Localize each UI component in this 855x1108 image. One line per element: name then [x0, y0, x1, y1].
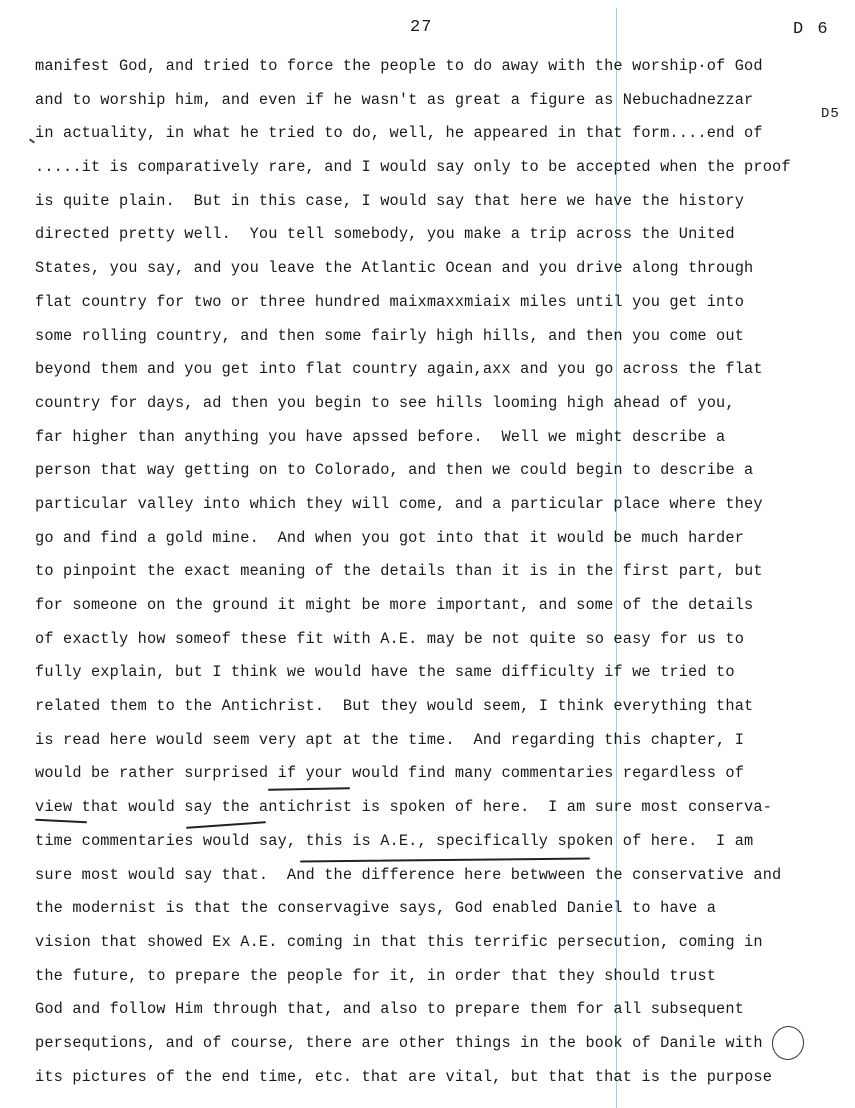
text-line: is read here would seem very apt at the time. And regarding this chapter, I — [35, 730, 745, 749]
text-line: vision that showed Ex A.E. coming in that this terrific persecution, coming in — [35, 932, 763, 951]
text-line: for someone on the ground it might be more important, and some of the details — [35, 596, 754, 614]
text-line: in actuality, in what he tried to do, well, he appeared in that form....end of — [35, 124, 763, 143]
text-line: beyond them and you get into flat country again,axx and you go across the flat — [35, 360, 763, 379]
text-line: fully explain, but I think we would have the same difficulty if we tried to — [35, 663, 735, 682]
text-line: States, you say, and you leave the Atlantic Ocean and you drive along through — [35, 259, 754, 278]
text-line: flat country for two or three hundred maixmaxxmiaix miles until you get into — [35, 292, 745, 311]
text-line: of exactly how someof these fit with A.E. may be not quite so easy for us to — [35, 629, 745, 648]
page-code: D 6 — [793, 20, 830, 39]
text-line: is quite plain. But in this case, I would say that here we have the history — [35, 191, 745, 210]
text-line: person that way getting on to Colorado, and then we could begin to describe a — [35, 461, 754, 480]
text-line: God and follow Him through that, and also to prepare them for all subsequent — [35, 1000, 745, 1019]
body-text — [35, 53, 850, 1097]
text-line: related them to the Antichrist. But they would seem, I think everything that — [35, 697, 754, 716]
text-line: directed pretty well. You tell somebody, you make a trip across the United — [35, 225, 735, 244]
text-line: view that would say the antichrist is spoken of here. I am sure most conserva- — [35, 798, 773, 817]
text-line: some rolling country, and then some fairly high hills, and then you come out — [35, 326, 745, 345]
text-line: .....it is comparatively rare, and I would say only to be accepted when the proof — [35, 158, 791, 177]
page-number: 27 — [410, 18, 433, 37]
text-line: its pictures of the end time, etc. that are vital, but that that is the purpose — [35, 1067, 773, 1086]
text-line: to pinpoint the exact meaning of the details than it is in the first part, but — [35, 562, 763, 581]
text-line: far higher than anything you have apssed before. Well we might describe a — [35, 427, 726, 446]
text-line: time commentaries would say, this is A.E., specifically spoken of here. I am — [35, 831, 754, 850]
text-line: go and find a gold mine. And when you got into that it would be much harder — [35, 528, 745, 547]
text-line: persequtions, and of course, there are other things in the book of Danile with — [35, 1033, 763, 1052]
text-line: and to worship him, and even if he wasn't as great a figure as Nebuchadnezzar — [35, 90, 754, 109]
text-line: particular valley into which they will come, and a particular place where they — [35, 494, 763, 513]
text-line: would be rather surprised if your would find many commentaries regardless of — [35, 764, 745, 783]
text-line: manifest God, and tried to force the people to do away with the worship·of God — [35, 57, 763, 75]
text-line: the future, to prepare the people for it, in order that they should trust — [35, 966, 717, 985]
text-line: country for days, ad then you begin to see hills looming high ahead of you, — [35, 393, 735, 412]
margin-note: D5 — [821, 106, 840, 122]
text-line: the modernist is that the conservagive says, God enabled Daniel to have a — [35, 899, 717, 918]
text-line: sure most would say that. And the difference here betwween the conservative and — [35, 865, 782, 884]
